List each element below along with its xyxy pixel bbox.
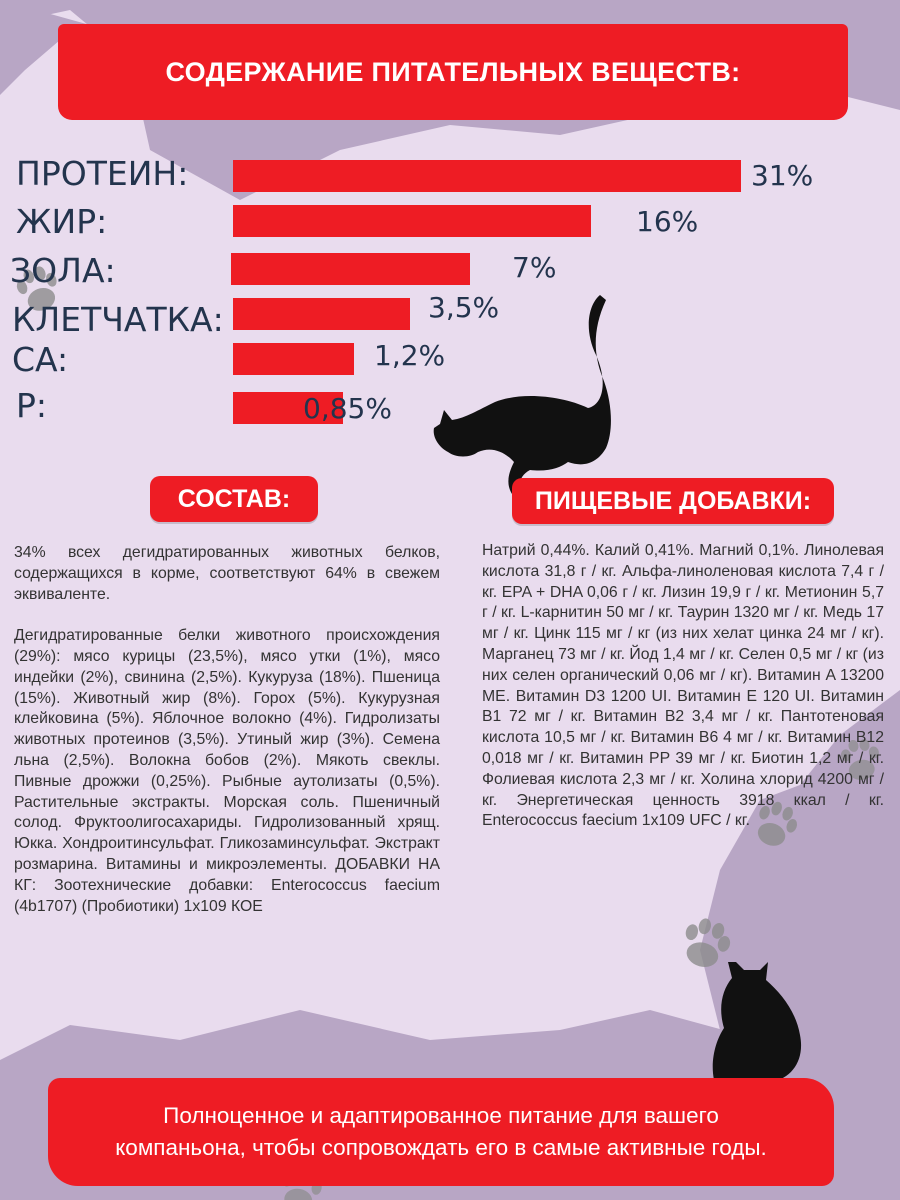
nutrients-title-banner (58, 24, 848, 120)
additives-heading: ПИЩЕВЫЕ ДОБАВКИ: (534, 486, 812, 515)
footer-line: Полноценное и адаптированное питание для вашего (163, 1103, 719, 1128)
cat-silhouette-running-icon (434, 295, 611, 494)
nutrient-value-fiber: 3,5% (428, 291, 500, 324)
nutrient-value-protein: 31% (751, 159, 814, 192)
additives-text (482, 541, 884, 832)
composition-text (14, 543, 440, 917)
nutrient-value-calcium: 1,2% (374, 339, 446, 372)
nutrient-label-fat: ЖИР: (16, 202, 108, 241)
footer-line: компаньона, чтобы сопровождать его в самые активные годы. (115, 1135, 767, 1160)
additives-paragraph: Натрий 0,44%. Калий 0,41%. Магний 0,1%. Линолевая кислота 31,8 г / кг. Альфа-линоленовая кислота 7,4 г / кг. EPA + DHA 0,06 г / кг. Лизин 19,9 г / кг. Метионин 5,7 г / кг. L-карнитин 50 мг / кг. Таурин 1320 мг / кг. Медь 17 мг / кг. Цинк 115 мг / кг (из них хелат цинка 24 мг / кг). Марганец 73 мг / кг. Йод 1,4 мг / кг. Селен 0,5 мг / кг (из них селен органический 0,06 мг / кг). Витамин A 13200 МЕ. Витамин D3 1200 UI. Витамин E 120 UI. Витамин B1 72 мг / кг. Витамин B2 3,4 мг / кг. Пантотеновая кислота 10,5 мг / кг. Витамин B6 4 мг / кг. Витамин B12 0,018 мг / кг. Витамин PP 39 мг / кг. Биотин 1,2 мг / кг. Фолиевая кислота 2,3 мг / кг. Холина хлорид 4200 мг / кг. Энергетическая ценность 3918 ккал / кг. Enterococcus faecium 1x109 UFC / кг. (482, 542, 884, 830)
nutrient-bar-calcium (233, 343, 354, 375)
nutrient-value-phosphorus: 0,85% (303, 392, 392, 425)
nutrient-label-fiber: КЛЕТЧАТКА: (12, 300, 224, 339)
nutrient-label-protein: ПРОТЕИН: (16, 154, 189, 193)
nutrient-label-ash: ЗОЛА: (10, 251, 116, 290)
nutrient-label-calcium: CA: (12, 340, 69, 379)
nutrient-bar-fat (233, 205, 591, 237)
composition-heading: СОСТАВ: (177, 484, 291, 513)
additives-heading-badge (512, 478, 834, 524)
composition-heading-badge (150, 476, 318, 522)
nutrient-label-phosphorus: P: (16, 386, 48, 425)
nutrient-value-fat: 16% (636, 205, 699, 238)
composition-paragraph: 34% всех дегидратированных животных белков, содержащихся в корме, соответствуют 64% в свежем эквиваленте. (14, 544, 440, 603)
footer-banner (48, 1078, 834, 1186)
nutrient-bar-ash (231, 253, 470, 285)
nutrients-title: СОДЕРЖАНИЕ ПИТАТЕЛЬНЫХ ВЕЩЕСТВ: (165, 56, 741, 87)
nutrient-value-ash: 7% (512, 251, 557, 284)
nutrient-bar-protein (233, 160, 741, 192)
composition-paragraph: Дегидратированные белки животного происхождения (29%): мясо курицы (23,5%), мясо утки (1%), мясо индейки (2%), свинина (2,5%). Кукуруза (18%). Пшеница (15%). Животный жир (8%). Горох (5%). Кукурузная клейковина (5%). Яблочное волокно (4%). Гидролизаты животных протеинов (3,5%). Утиный жир (3%). Семена льна (2,5%). Волокна бобов (2%). Мякоть свеклы. Пивные дрожжи (0,25%). Рыбные аутолизаты (0,5%). Растительные экстракты. Морская соль. Пшеничный солод. Фруктоолигосахариды. Гидролизованный хрящ. Юкка. Хондроитинсульфат. Гликозаминсульфат. Экстракт розмарина. Витамины и микроэлементы. ДОБАВКИ НА КГ: Зоотехнические добавки: Enterococcus faecium (4b1707) (Пробиотики) 1x109 КОЕ (14, 627, 440, 915)
nutrient-bar-fiber (233, 298, 410, 330)
